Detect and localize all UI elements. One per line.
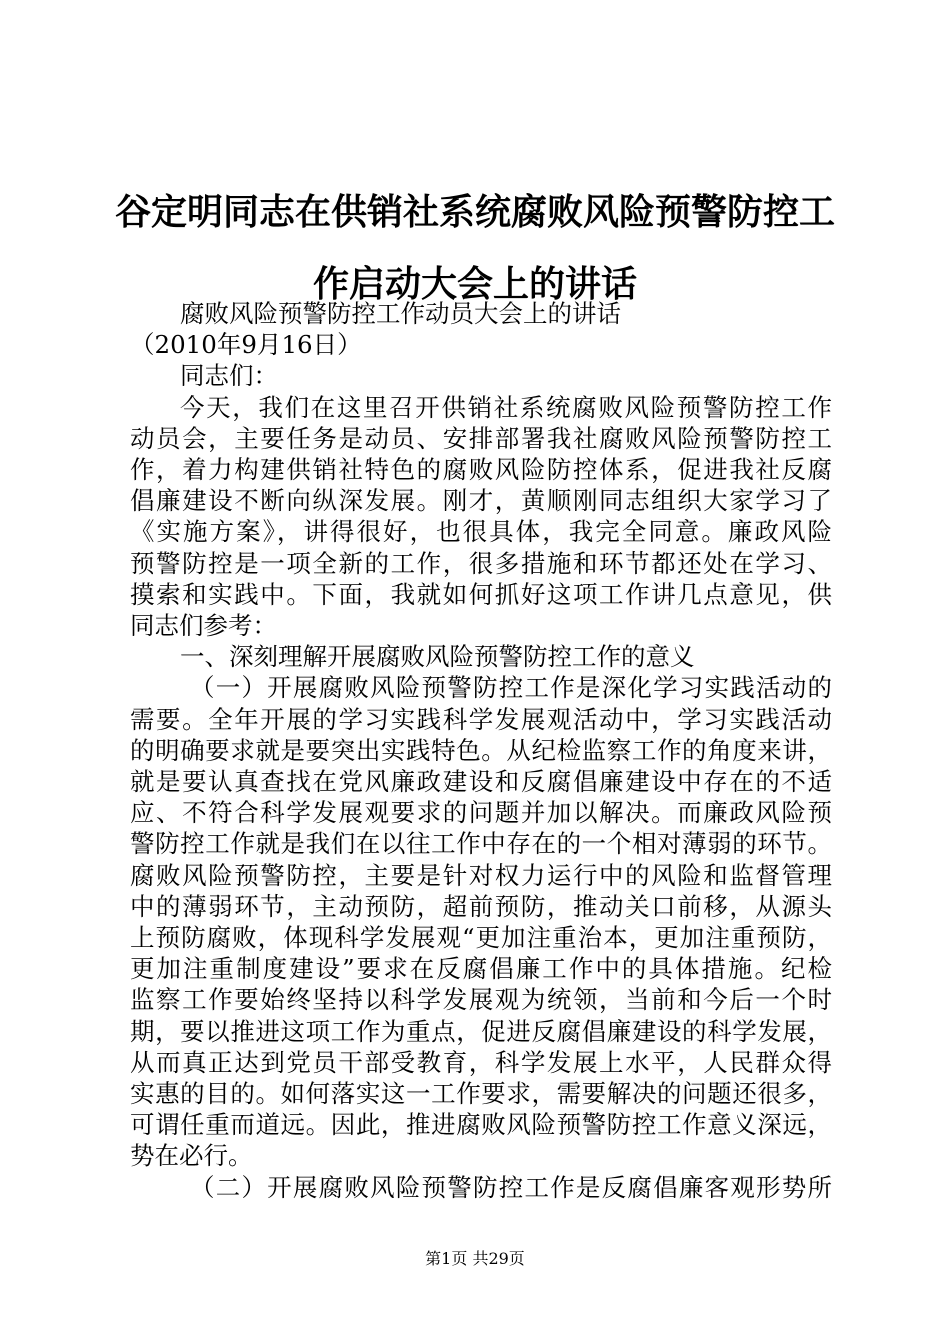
body-line: 的明确要求就是要突出实践特色。从纪检监察工作的角度来讲，: [130, 735, 832, 765]
body-line: 势在必行。: [130, 1141, 253, 1171]
body-line: 应、不符合科学发展观要求的问题并加以解决。而廉政风险预: [130, 798, 832, 828]
subtitle: 腐败风险预警防控工作动员大会上的讲话: [180, 299, 621, 328]
body-line: 摸索和实践中。下面，我就如何抓好这项工作讲几点意见，供: [130, 579, 832, 609]
body-line: 腐败风险预警防控，主要是针对权力运行中的风险和监督管理: [130, 860, 832, 890]
title-line-1: 谷定明同志在供销社系统腐败风险预警防控工: [114, 191, 835, 233]
body-line: 动员会，主要任务是动员、安排部署我社腐败风险预警防控工: [130, 423, 832, 453]
subsection-heading-line: （二）开展腐败风险预警防控工作是反腐倡廉客观形势所: [190, 1172, 832, 1202]
body-line: 实惠的目的。如何落实这一工作要求，需要解决的问题还很多，: [130, 1079, 832, 1109]
body-line: 今天，我们在这里召开供销社系统腐败风险预警防控工作: [180, 392, 832, 422]
title-line-2: 作启动大会上的讲话: [312, 263, 637, 305]
body-line: 作，着力构建供销社特色的腐败风险防控体系，促进我社反腐: [130, 455, 832, 485]
document-body: [130, 298, 832, 1203]
body-line: 上预防腐败，体现科学发展观“更加注重治本，更加注重预防，: [130, 923, 832, 953]
body-line: 期，要以推进这项工作为重点，促进反腐倡廉建设的科学发展，: [130, 1016, 832, 1046]
body-line: 同志们参考：: [130, 611, 277, 641]
body-line: 就是要认真查找在党风廉政建设和反腐倡廉建设中存在的不适: [130, 767, 832, 797]
section-heading: 一、深刻理解开展腐败风险预警防控工作的意义: [180, 642, 695, 672]
body-line: 警防控工作就是我们在以往工作中存在的一个相对薄弱的环节。: [130, 829, 832, 859]
body-line: 更加注重制度建设”要求在反腐倡廉工作中的具体措施。纪检: [130, 954, 832, 984]
body-line: 从而真正达到党员干部受教育，科学发展上水平，人民群众得: [130, 1047, 832, 1077]
page-footer: 第1页 共29页: [425, 1249, 525, 1268]
body-line: 监察工作要始终坚持以科学发展观为统领，当前和今后一个时: [130, 985, 832, 1015]
speech-date: （2010年9月16日）: [130, 330, 362, 360]
subsection-heading-line: （一）开展腐败风险预警防控工作是深化学习实践活动的: [190, 673, 832, 703]
body-line: 可谓任重而道远。因此，推进腐败风险预警防控工作意义深远，: [130, 1110, 832, 1140]
body-line: 预警防控是一项全新的工作，很多措施和环节都还处在学习、: [130, 548, 832, 578]
body-line: 中的薄弱环节，主动预防，超前预防，推动关口前移，从源头: [130, 891, 832, 921]
body-line: 需要。全年开展的学习实践科学发展观活动中，学习实践活动: [130, 704, 832, 734]
salutation: 同志们：: [180, 361, 278, 391]
body-line: 倡廉建设不断向纵深发展。刚才，黄顺刚同志组织大家学习了: [130, 486, 832, 516]
body-line: 《实施方案》，讲得很好，也很具体，我完全同意。廉政风险: [130, 517, 832, 547]
